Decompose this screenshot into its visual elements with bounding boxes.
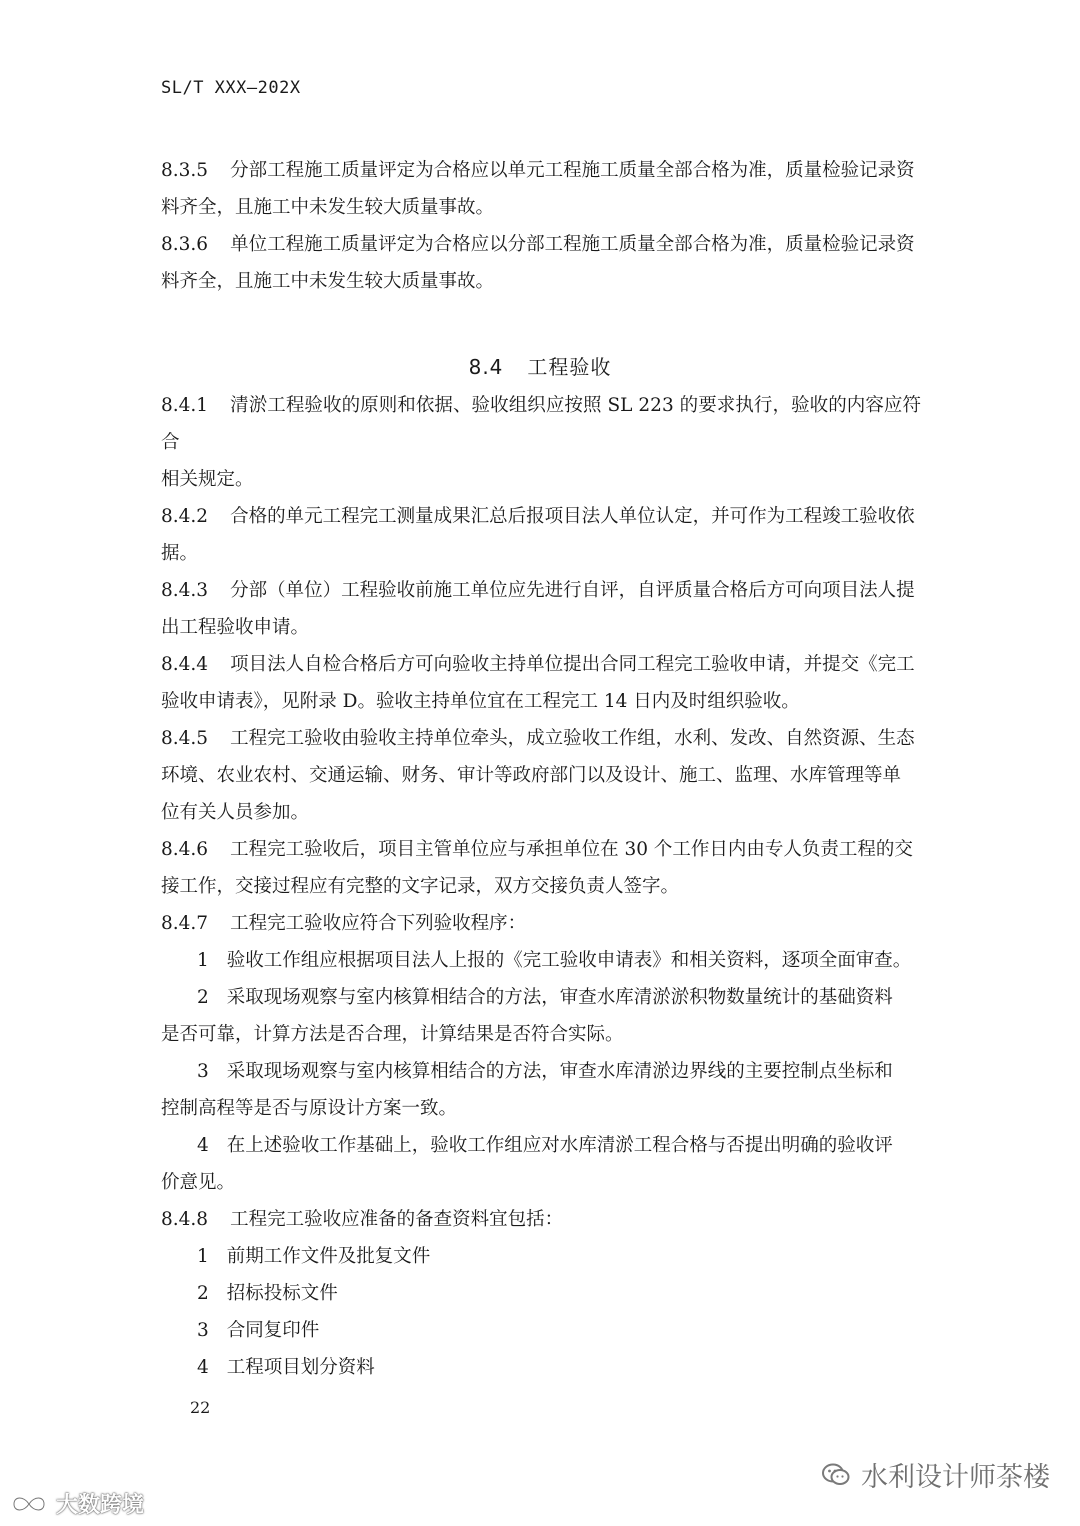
list-item-continuation: 控制高程等是否与原设计方案一致。 [161, 1098, 458, 1119]
item-number: 3 [197, 1320, 209, 1341]
item-number: 4 [197, 1357, 209, 1378]
clause-number: 8.4.1 [161, 395, 209, 416]
clause-8-4-3-line-2: 出工程验收申请。 [161, 617, 310, 638]
infinity-logo-icon [8, 1492, 50, 1516]
item-number: 1 [197, 1246, 209, 1267]
watermark-text: 水利设计师茶楼 [861, 1462, 1050, 1493]
list-item-continuation: 价意见。 [161, 1172, 236, 1193]
clause-number: 8.4.8 [161, 1209, 209, 1230]
item-number: 2 [197, 1283, 209, 1304]
section-title-text: 工程验收 [527, 355, 612, 379]
clause-8-4-2-line-1: 8.4.2 合格的单元工程完工测量成果汇总后报项目法人单位认定，并可作为工程竣工验收依 [161, 498, 921, 535]
list-item: 2 采取现场观察与室内核算相结合的方法，审查水库清淤淤积物数量统计的基础资料 [161, 979, 921, 1016]
page-number: 22 [190, 1398, 211, 1417]
list-item: 4 工程项目划分资料 [161, 1349, 921, 1386]
document-code-header: SL/T XXX—202X [161, 78, 301, 98]
clause-8-4-5-line-2: 环境、农业农村、交通运输、财务、审计等政府部门以及设计、施工、监理、水库管理等单 [161, 765, 902, 786]
clauses-8-4 [161, 387, 921, 1386]
clause-number: 8.3.5 [161, 160, 209, 181]
clauses-8-3 [161, 152, 921, 300]
clause-8-4-6-line-2: 接工作，交接过程应有完整的文字记录，双方交接负责人签字。 [161, 876, 680, 897]
list-item: 3 合同复印件 [161, 1312, 921, 1349]
clause-8-4-3-line-1: 8.4.3 分部（单位）工程验收前施工单位应先进行自评，自评质量合格后方可向项目法人提 [161, 572, 921, 609]
clause-8-3-6-line-2: 料齐全，且施工中未发生较大质量事故。 [161, 271, 495, 292]
clause-8-4-5-line-1: 8.4.5 工程完工验收由验收主持单位牵头，成立验收工作组，水利、发改、自然资源、生态 [161, 720, 921, 757]
item-number: 2 [197, 987, 209, 1008]
clause-8-3-5-line-2: 料齐全，且施工中未发生较大质量事故。 [161, 197, 495, 218]
brand-watermark [8, 1488, 144, 1519]
clause-number: 8.4.4 [161, 654, 209, 675]
clause-number: 8.4.7 [161, 913, 209, 934]
wechat-watermark [821, 1455, 1050, 1494]
clause-8-4-4-line-1: 8.4.4 项目法人自检合格后方可向验收主持单位提出合同工程完工验收申请，并提交《完工 [161, 646, 921, 683]
clause-number: 8.4.2 [161, 506, 209, 527]
clause-8-4-2-line-2: 据。 [161, 543, 199, 564]
list-item: 1 前期工作文件及批复文件 [161, 1238, 921, 1275]
clause-number: 8.4.5 [161, 728, 209, 749]
clause-8-4-4-line-2: 验收申请表》，见附录 D。验收主持单位宜在工程完工 14 日内及时组织验收。 [161, 691, 800, 712]
clause-8-4-1-line-2: 相关规定。 [161, 469, 254, 490]
clause-number: 8.4.6 [161, 839, 209, 860]
list-item-continuation: 是否可靠，计算方法是否合理，计算结果是否符合实际。 [161, 1024, 624, 1045]
clause-8-4-7: 8.4.7 工程完工验收应符合下列验收程序： [161, 905, 921, 942]
clause-number: 8.4.3 [161, 580, 209, 601]
section-number: 8.4 [468, 355, 504, 379]
list-item: 3 采取现场观察与室内核算相结合的方法，审查水库清淤边界线的主要控制点坐标和 [161, 1053, 921, 1090]
clause-8-3-6-line-1: 8.3.6 单位工程施工质量评定为合格应以分部工程施工质量全部合格为准，质量检验记录资 [161, 226, 921, 263]
wechat-icon [821, 1462, 851, 1488]
section-title [0, 351, 1080, 380]
item-number: 1 [197, 950, 209, 971]
list-item: 1 验收工作组应根据项目法人上报的《完工验收申请表》和相关资料，逐项全面审查。 [161, 942, 921, 979]
clause-number: 8.3.6 [161, 234, 209, 255]
list-item: 4 在上述验收工作基础上，验收工作组应对水库清淤工程合格与否提出明确的验收评 [161, 1127, 921, 1164]
clause-8-4-6-line-1: 8.4.6 工程完工验收后，项目主管单位应与承担单位在 30 个工作日内由专人负责工程的交 [161, 831, 921, 868]
clause-8-4-5-line-3: 位有关人员参加。 [161, 802, 310, 823]
clause-8-3-5-line-1: 8.3.5 分部工程施工质量评定为合格应以单元工程施工质量全部合格为准，质量检验记录资 [161, 152, 921, 189]
clause-8-4-8: 8.4.8 工程完工验收应准备的备查资料宜包括： [161, 1201, 921, 1238]
item-number: 4 [197, 1135, 209, 1156]
clause-8-4-1-line-1: 8.4.1 清淤工程验收的原则和依据、验收组织应按照 SL 223 的要求执行，验收的内容应符合 [161, 387, 921, 461]
list-item: 2 招标投标文件 [161, 1275, 921, 1312]
item-number: 3 [197, 1061, 209, 1082]
watermark-text: 大数跨境 [56, 1493, 145, 1518]
